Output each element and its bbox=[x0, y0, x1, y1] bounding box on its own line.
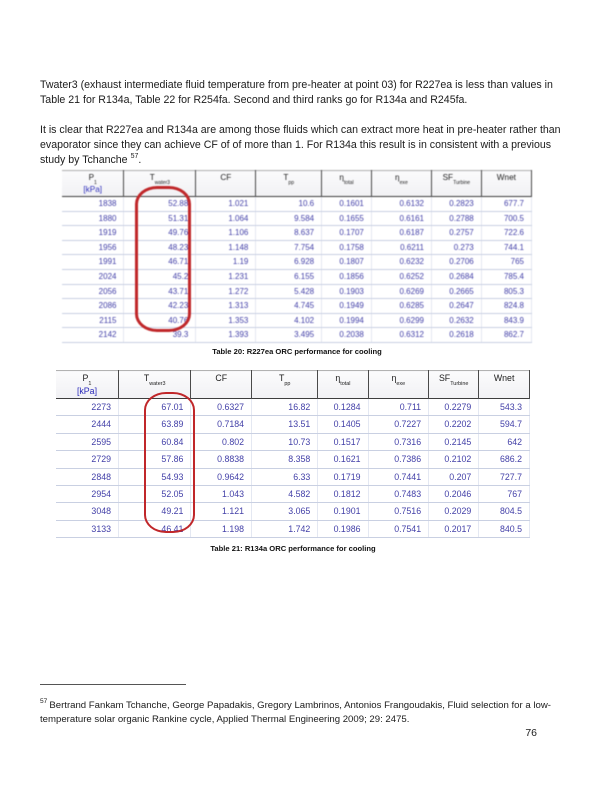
table-cell: 1.198 bbox=[191, 520, 252, 537]
table-r227ea-cooling bbox=[62, 170, 532, 343]
table-cell: 43.71 bbox=[124, 284, 196, 299]
column-header-5: $\eta_{exe}$ bbox=[371, 171, 431, 197]
table-cell: 1.353 bbox=[196, 313, 256, 328]
table-cell: 49.76 bbox=[124, 226, 196, 241]
table-cell: 0.2788 bbox=[431, 211, 481, 226]
table-cell: 0.6299 bbox=[371, 313, 431, 328]
table-cell: 0.2038 bbox=[322, 328, 372, 343]
table-cell: 765 bbox=[481, 255, 531, 270]
table-cell: 3048 bbox=[56, 503, 119, 520]
table-cell: 0.2202 bbox=[429, 416, 479, 433]
table-cell: 0.802 bbox=[191, 433, 252, 450]
footnote-citation: Bertrand Fankam Tchanche, George Papadakis, Gregory Lambrinos, Antonios Frangoudakis, Fluid selection for a low-temperature solar organic Rankine cycle, Applied Thermal Engineering 2009; 29: 2475. bbox=[40, 699, 551, 725]
table-cell: 0.1812 bbox=[318, 486, 368, 503]
table-cell: 0.1719 bbox=[318, 468, 368, 485]
table-cell: 0.6285 bbox=[371, 299, 431, 314]
table-row bbox=[56, 468, 530, 485]
table-cell: 0.7516 bbox=[368, 503, 429, 520]
table-cell: 10.73 bbox=[252, 433, 318, 450]
table-cell: 642 bbox=[479, 433, 530, 450]
table-cell: 0.2665 bbox=[431, 284, 481, 299]
table-cell: 54.93 bbox=[119, 468, 191, 485]
table-cell: 0.1901 bbox=[318, 503, 368, 520]
table-cell: 6.928 bbox=[256, 255, 322, 270]
footnote-number: 57 bbox=[40, 698, 48, 706]
column-header-5: $\eta_{exe}$ bbox=[368, 371, 429, 399]
table-cell: 0.2029 bbox=[429, 503, 479, 520]
table-cell: 0.6232 bbox=[371, 255, 431, 270]
table-cell: 727.7 bbox=[479, 468, 530, 485]
table-cell: 0.7316 bbox=[368, 433, 429, 450]
table-cell: 0.7541 bbox=[368, 520, 429, 537]
column-header-2: CF bbox=[191, 371, 252, 399]
table-r134a-cooling bbox=[56, 370, 530, 538]
table-cell: 0.6161 bbox=[371, 211, 431, 226]
table-cell: 0.2145 bbox=[429, 433, 479, 450]
table-cell: 1.742 bbox=[252, 520, 318, 537]
table-cell: 46.41 bbox=[119, 520, 191, 537]
column-header-unit: [kPa] bbox=[83, 184, 103, 194]
table-cell: 8.637 bbox=[256, 226, 322, 241]
table-cell: 0.6327 bbox=[191, 399, 252, 416]
table-cell: 0.7386 bbox=[368, 451, 429, 468]
table-cell: 7.754 bbox=[256, 240, 322, 255]
table-cell: 0.1856 bbox=[322, 269, 372, 284]
table-cell: 0.2102 bbox=[429, 451, 479, 468]
table-cell: 2024 bbox=[62, 269, 124, 284]
column-header-7: Wnet bbox=[481, 171, 531, 197]
table-row bbox=[62, 197, 532, 212]
table-body bbox=[62, 197, 532, 343]
table-20-caption: Table 20: R227ea ORC performance for cooling bbox=[212, 347, 382, 356]
table-row bbox=[62, 284, 532, 299]
table-row bbox=[56, 520, 530, 537]
table-cell: 3.495 bbox=[256, 328, 322, 343]
table-row bbox=[62, 255, 532, 270]
table-cell: 0.6252 bbox=[371, 269, 431, 284]
table-cell: 0.6312 bbox=[371, 328, 431, 343]
table-cell: 45.2 bbox=[124, 269, 196, 284]
table-cell: 0.2706 bbox=[431, 255, 481, 270]
table-cell: 46.71 bbox=[124, 255, 196, 270]
table-cell: 42.23 bbox=[124, 299, 196, 314]
table-cell: 1.272 bbox=[196, 284, 256, 299]
table-row bbox=[62, 269, 532, 284]
table-cell: 722.6 bbox=[481, 226, 531, 241]
table-cell: 1.064 bbox=[196, 211, 256, 226]
table-row bbox=[62, 211, 532, 226]
table-cell: 744.1 bbox=[481, 240, 531, 255]
table-cell: 1956 bbox=[62, 240, 124, 255]
column-header-unit: [kPa] bbox=[76, 386, 98, 397]
table-row bbox=[56, 486, 530, 503]
table-21-caption: Table 21: R134a ORC performance for cooling bbox=[210, 544, 376, 553]
table-cell: 2086 bbox=[62, 299, 124, 314]
table-row bbox=[56, 433, 530, 450]
table-cell: 0.1405 bbox=[318, 416, 368, 433]
table-cell: 1.043 bbox=[191, 486, 252, 503]
table-cell: 1838 bbox=[62, 197, 124, 212]
table-cell: 1.021 bbox=[196, 197, 256, 212]
table-cell: 0.7441 bbox=[368, 468, 429, 485]
table-cell: 0.9642 bbox=[191, 468, 252, 485]
table-cell: 0.1807 bbox=[322, 255, 372, 270]
table-row bbox=[56, 451, 530, 468]
table-cell: 0.1986 bbox=[318, 520, 368, 537]
table-cell: 52.05 bbox=[119, 486, 191, 503]
table-cell: 543.3 bbox=[479, 399, 530, 416]
table-cell: 840.5 bbox=[479, 520, 530, 537]
table-cell: 4.102 bbox=[256, 313, 322, 328]
table-cell: 63.89 bbox=[119, 416, 191, 433]
table-cell: 1880 bbox=[62, 211, 124, 226]
table-cell: 0.7184 bbox=[191, 416, 252, 433]
table-cell: 2729 bbox=[56, 451, 119, 468]
table-cell: 39.3 bbox=[124, 328, 196, 343]
table-cell: 686.2 bbox=[479, 451, 530, 468]
paragraph-1: Twater3 (exhaust intermediate fluid temperature from pre-heater at point 03) for R227ea is less than values in Table 21 for R134a, Table 22 for R254fa. Second and third ranks go for R134a and R245fa. bbox=[40, 78, 553, 106]
paragraph-2 bbox=[40, 123, 575, 168]
table-row bbox=[56, 416, 530, 433]
footnote-reference-superscript: 57 bbox=[130, 153, 139, 161]
table-cell: 1.231 bbox=[196, 269, 256, 284]
table-cell: 0.7227 bbox=[368, 416, 429, 433]
table-cell: 0.711 bbox=[368, 399, 429, 416]
table-cell: 1.121 bbox=[191, 503, 252, 520]
table-cell: 1.106 bbox=[196, 226, 256, 241]
table-cell: 0.1517 bbox=[318, 433, 368, 450]
table-cell: 0.1655 bbox=[322, 211, 372, 226]
table-cell: 10.6 bbox=[256, 197, 322, 212]
table-cell: 0.1621 bbox=[318, 451, 368, 468]
column-header-2: CF bbox=[196, 171, 256, 197]
table-cell: 862.7 bbox=[481, 328, 531, 343]
table-cell: 1.19 bbox=[196, 255, 256, 270]
table-cell: 843.9 bbox=[481, 313, 531, 328]
table-cell: 0.1949 bbox=[322, 299, 372, 314]
table-cell: 0.2684 bbox=[431, 269, 481, 284]
table-cell: 0.2046 bbox=[429, 486, 479, 503]
table-cell: 0.1601 bbox=[322, 197, 372, 212]
table-r134a-wrapper bbox=[56, 370, 530, 538]
column-header-1: $T_{water3}$ bbox=[119, 371, 191, 399]
table-row bbox=[62, 328, 532, 343]
table-cell: 0.6269 bbox=[371, 284, 431, 299]
table-row bbox=[62, 313, 532, 328]
table-cell: 2273 bbox=[56, 399, 119, 416]
table-cell: 16.82 bbox=[252, 399, 318, 416]
footnote-text bbox=[40, 699, 575, 727]
column-header-4: $\eta_{total}$ bbox=[322, 171, 372, 197]
table-cell: 700.5 bbox=[481, 211, 531, 226]
table-cell: 60.84 bbox=[119, 433, 191, 450]
table-cell: 1.393 bbox=[196, 328, 256, 343]
table-cell: 0.2618 bbox=[431, 328, 481, 343]
column-header-6: $SF_{Turbine}$ bbox=[431, 171, 481, 197]
column-header-0: $P_1$ [kPa] bbox=[62, 171, 124, 197]
table-cell: 1.313 bbox=[196, 299, 256, 314]
table-cell: 4.582 bbox=[252, 486, 318, 503]
table-cell: 3.065 bbox=[252, 503, 318, 520]
table-cell: 2142 bbox=[62, 328, 124, 343]
table-cell: 13.51 bbox=[252, 416, 318, 433]
table-cell: 0.2757 bbox=[431, 226, 481, 241]
table-cell: 767 bbox=[479, 486, 530, 503]
table-cell: 805.3 bbox=[481, 284, 531, 299]
column-header-7: Wnet bbox=[479, 371, 530, 399]
table-row bbox=[62, 299, 532, 314]
table-cell: 9.584 bbox=[256, 211, 322, 226]
table-cell: 48.23 bbox=[124, 240, 196, 255]
table-cell: 1.148 bbox=[196, 240, 256, 255]
table-row bbox=[56, 399, 530, 416]
table-body bbox=[56, 399, 530, 538]
table-cell: 804.5 bbox=[479, 503, 530, 520]
table-cell: 2056 bbox=[62, 284, 124, 299]
table-cell: 0.1903 bbox=[322, 284, 372, 299]
table-cell: 824.8 bbox=[481, 299, 531, 314]
table-cell: 785.4 bbox=[481, 269, 531, 284]
table-cell: 0.1994 bbox=[322, 313, 372, 328]
table-cell: 0.2647 bbox=[431, 299, 481, 314]
table-cell: 67.01 bbox=[119, 399, 191, 416]
table-cell: 2595 bbox=[56, 433, 119, 450]
table-cell: 0.2823 bbox=[431, 197, 481, 212]
column-header-4: $\eta_{total}$ bbox=[318, 371, 368, 399]
table-row bbox=[56, 503, 530, 520]
table-cell: 57.86 bbox=[119, 451, 191, 468]
column-header-1: $T_{water3}$ bbox=[124, 171, 196, 197]
page-number: 76 bbox=[525, 727, 537, 739]
table-cell: 2115 bbox=[62, 313, 124, 328]
column-header-6: $SF_{Turbine}$ bbox=[429, 371, 479, 399]
column-header-3: $T_{pp}$ bbox=[256, 171, 322, 197]
table-row bbox=[62, 226, 532, 241]
table-cell: 2444 bbox=[56, 416, 119, 433]
table-cell: 0.6211 bbox=[371, 240, 431, 255]
table-cell: 0.1707 bbox=[322, 226, 372, 241]
table-cell: 3133 bbox=[56, 520, 119, 537]
column-header-3: $T_{pp}$ bbox=[252, 371, 318, 399]
table-header-row bbox=[56, 371, 530, 399]
table-cell: 1919 bbox=[62, 226, 124, 241]
table-cell: 0.1284 bbox=[318, 399, 368, 416]
table-cell: 0.2017 bbox=[429, 520, 479, 537]
table-cell: 2954 bbox=[56, 486, 119, 503]
table-cell: 4.745 bbox=[256, 299, 322, 314]
footnote-separator bbox=[40, 684, 186, 685]
table-cell: 0.1758 bbox=[322, 240, 372, 255]
table-cell: 0.207 bbox=[429, 468, 479, 485]
paragraph-2-text: It is clear that R227ea and R134a are among those fluids which can extract more heat in pre-heater rather than evaporator since they can achieve CF of of more than 1. For R134a this result is in consistent with a previous study by Tchanche bbox=[40, 123, 561, 166]
table-cell: 2848 bbox=[56, 468, 119, 485]
table-cell: 51.31 bbox=[124, 211, 196, 226]
table-cell: 40.76 bbox=[124, 313, 196, 328]
table-cell: 677.7 bbox=[481, 197, 531, 212]
paragraph-2-period: . bbox=[138, 153, 142, 166]
table-row bbox=[62, 240, 532, 255]
table-r227ea-wrapper bbox=[62, 170, 532, 343]
table-cell: 5.428 bbox=[256, 284, 322, 299]
table-cell: 0.2632 bbox=[431, 313, 481, 328]
column-header-0: $P_1$ [kPa] bbox=[56, 371, 119, 399]
table-cell: 1991 bbox=[62, 255, 124, 270]
table-cell: 49.21 bbox=[119, 503, 191, 520]
table-header-row bbox=[62, 171, 532, 197]
table-cell: 0.2279 bbox=[429, 399, 479, 416]
table-cell: 0.6187 bbox=[371, 226, 431, 241]
table-cell: 8.358 bbox=[252, 451, 318, 468]
table-cell: 6.155 bbox=[256, 269, 322, 284]
table-cell: 594.7 bbox=[479, 416, 530, 433]
table-cell: 52.88 bbox=[124, 197, 196, 212]
table-cell: 0.7483 bbox=[368, 486, 429, 503]
table-cell: 0.8838 bbox=[191, 451, 252, 468]
table-cell: 0.273 bbox=[431, 240, 481, 255]
table-cell: 6.33 bbox=[252, 468, 318, 485]
table-cell: 0.6132 bbox=[371, 197, 431, 212]
